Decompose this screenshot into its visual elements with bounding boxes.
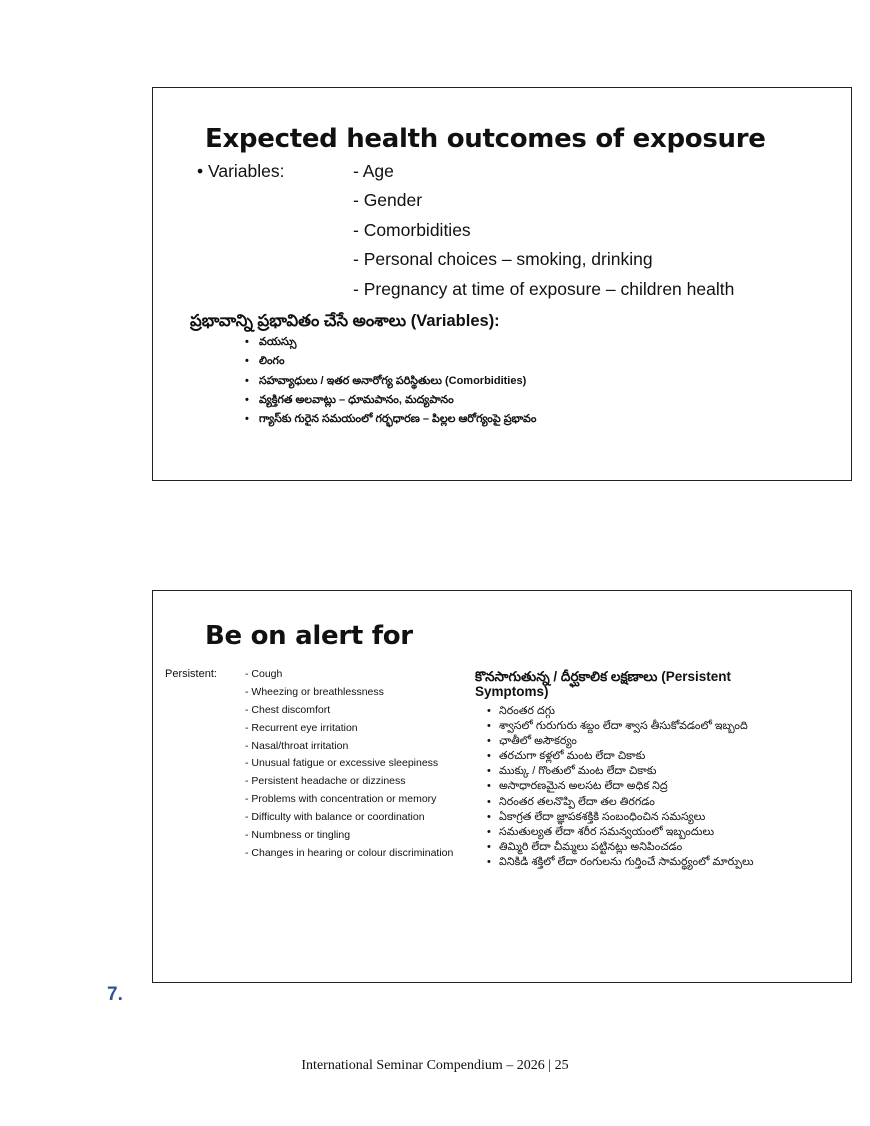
list-item: • అసాధారణమైన అలసట లేదా అధిక నిద్ర	[499, 779, 754, 794]
list-item: - Gender	[353, 190, 423, 211]
list-item: - Persistent headache or dizziness	[245, 775, 406, 788]
list-item: - Unusual fatigue or excessive sleepiness	[245, 757, 439, 770]
slide-title: Be on alert for	[205, 621, 413, 651]
list-item: - Personal choices – smoking, drinking	[353, 249, 653, 270]
list-item: • సహవ్యాధులు / ఇతర అనారోగ్య పరిస్థితులు (Comorbidities)	[245, 375, 536, 394]
item-number: 7.	[107, 984, 123, 1005]
list-item: - Recurrent eye irritation	[245, 721, 358, 734]
telugu-variables-heading: ప్రభావాన్ని ప్రభావితం చేసే అంశాలు (Variables):	[190, 312, 500, 330]
list-item: • వ్యక్తిగత అలవాట్లు – ధూమపానం, మద్యపానం	[245, 394, 536, 413]
list-item: - Wheezing or breathlessness	[245, 685, 384, 698]
slide-be-on-alert	[152, 590, 852, 983]
page-footer: International Seminar Compendium – 2026 | 25	[301, 1058, 569, 1073]
list-item: - Difficulty with balance or coordination	[245, 811, 425, 824]
list-item: - Changes in hearing or colour discrimination	[245, 846, 454, 859]
list-item: • తరచుగా కళ్లలో మంట లేదా చికాకు	[499, 749, 754, 764]
list-item: • వయస్సు	[245, 336, 536, 355]
persistent-label: Persistent:	[165, 668, 217, 680]
list-item: - Numbness or tingling	[245, 829, 351, 842]
telugu-symptoms-list	[499, 704, 754, 870]
list-item: - Cough	[245, 668, 283, 680]
list-item: • ముక్కు / గొంతులో మంట లేదా చికాకు	[499, 764, 754, 779]
telugu-variables-list	[245, 336, 536, 432]
variables-label: • Variables:	[197, 161, 285, 181]
variables-list	[353, 161, 734, 308]
list-item: • లింగం	[245, 355, 536, 374]
list-item: • గ్యాస్‌కు గురైన సమయంలో గర్భధారణ – పిల్లల ఆరోగ్యంపై ప్రభావం	[245, 413, 536, 432]
list-item: - Chest discomfort	[245, 703, 331, 716]
slide-title: Expected health outcomes of exposure	[205, 124, 766, 154]
list-item: - Comorbidities	[353, 219, 471, 240]
list-item: • వినికిడి శక్తిలో లేదా రంగులను గుర్తించే సామర్థ్యంలో మార్పులు	[499, 855, 754, 870]
list-item: • ఏకాగ్రత లేదా జ్ఞాపకశక్తికి సంబంధించిన సమస్యలు	[499, 810, 754, 825]
list-item: • సమతుల్యత లేదా శరీర సమన్వయంలో ఇబ్బందులు	[499, 825, 754, 840]
list-item: • తిమ్మిరి లేదా చీమ్మలు పట్టినట్లు అనిపించడం	[499, 840, 754, 855]
list-item: • నిరంతర దగ్గు	[499, 704, 754, 719]
slide-expected-health-outcomes	[152, 87, 852, 481]
symptoms-list	[245, 668, 453, 865]
telugu-symptoms-heading: కొనసాగుతున్న / దీర్ఘకాలిక లక్షణాలు (Persistent Symptoms)	[475, 669, 731, 699]
list-item: • నిరంతర తలనొప్పి లేదా తల తిరగడం	[499, 795, 754, 810]
list-item: - Pregnancy at time of exposure – children health	[353, 278, 735, 299]
list-item: • ఛాతీలో అసౌకర్యం	[499, 734, 754, 749]
list-item: - Problems with concentration or memory	[245, 793, 437, 806]
list-item: - Nasal/throat irritation	[245, 739, 349, 752]
list-item: • శ్వాసలో గురుగురు శబ్దం లేదా శ్వాస తీసుకోవడంలో ఇబ్బంది	[499, 719, 754, 734]
list-item: - Age	[353, 161, 394, 181]
